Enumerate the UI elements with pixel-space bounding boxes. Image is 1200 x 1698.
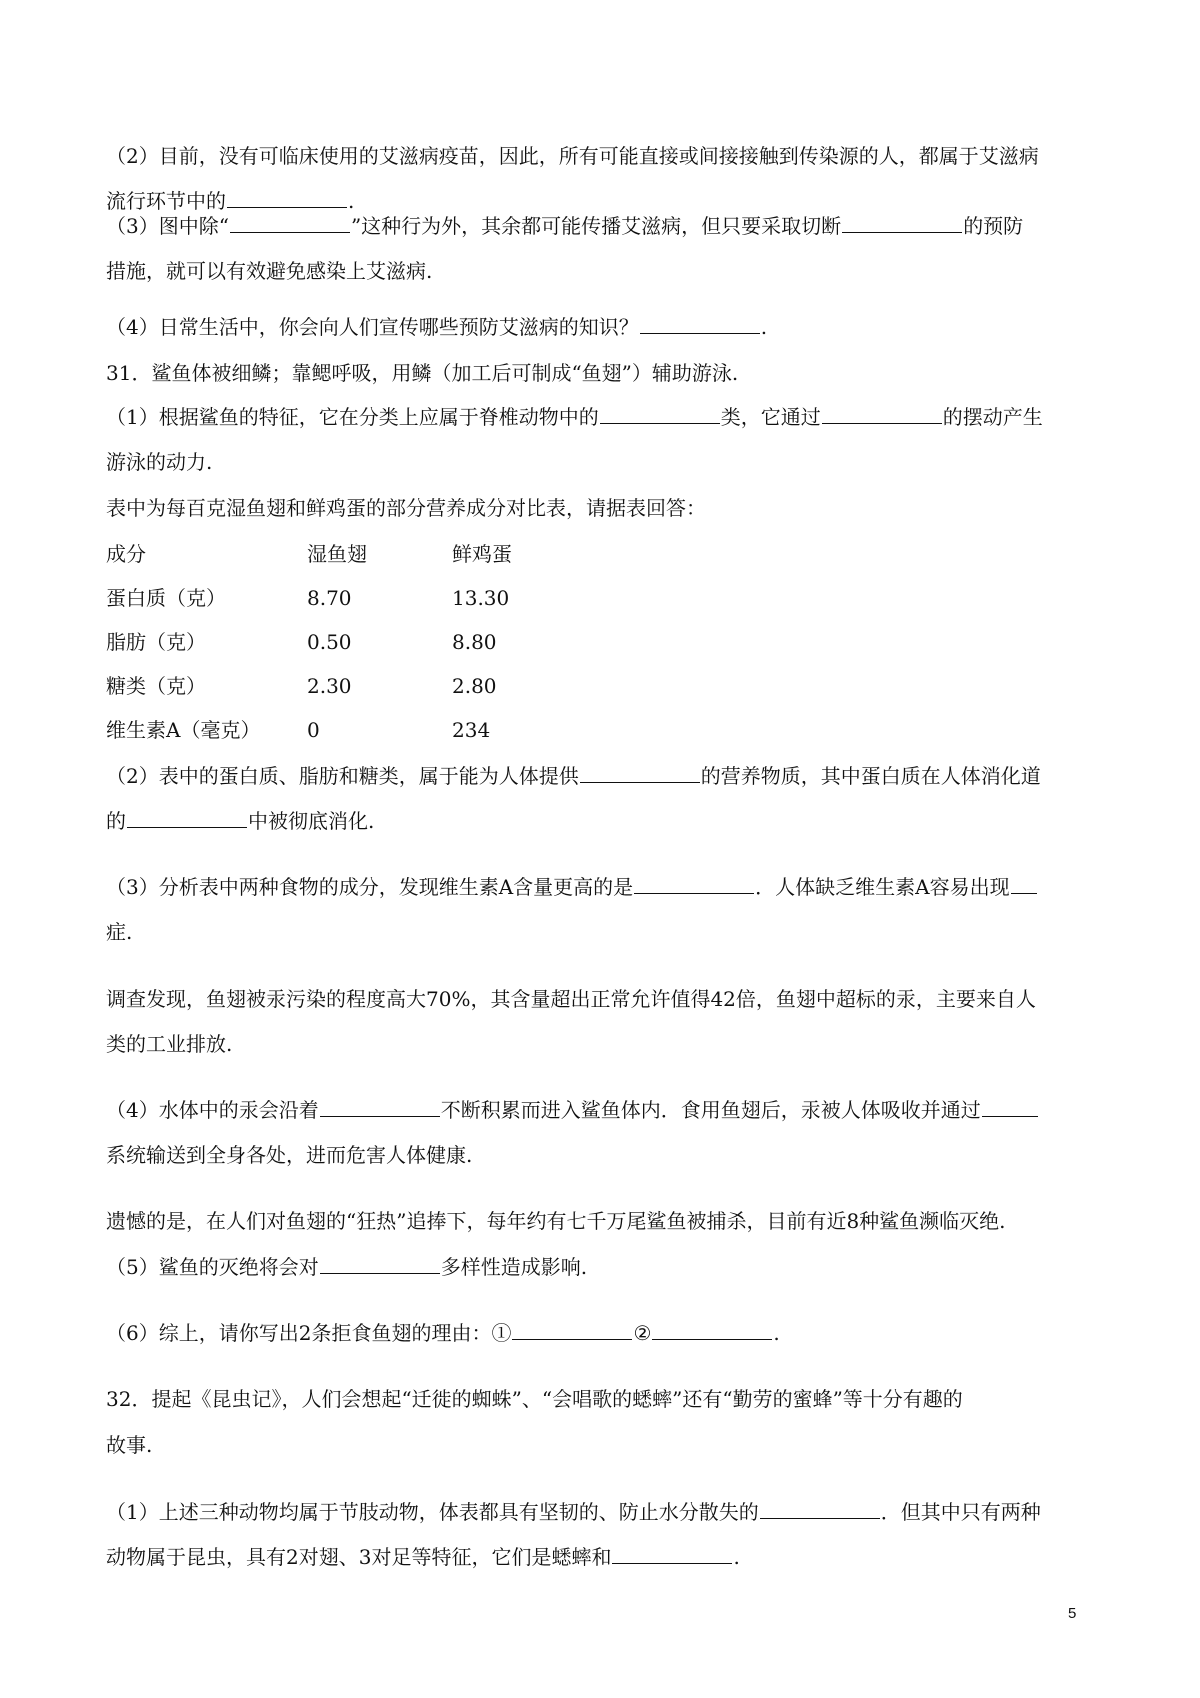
answer-blank[interactable] — [230, 212, 350, 233]
text-line-p30-3b — [106, 257, 1094, 285]
answer-blank[interactable] — [320, 1096, 440, 1117]
text-segment: 流行环节中的 — [106, 189, 226, 213]
text-segment: ② — [633, 1321, 652, 1345]
text-segment: 调查发现，鱼翅被汞污染的程度高大70%，其含量超出正常允许值得42倍，鱼翅中超标的汞，主要来自人 — [106, 987, 1036, 1011]
text-segment: （6）综上，请你写出2条拒食鱼翅的理由：① — [106, 1321, 512, 1345]
text-segment: ”这种行为外，其余都可能传播艾滋病，但只要采取切断 — [350, 214, 842, 238]
text-segment: . — [348, 189, 355, 213]
text-line-q32a — [106, 1385, 1094, 1413]
table-cell: 脂肪（克） — [106, 630, 206, 654]
answer-blank[interactable] — [842, 212, 962, 233]
text-line-p31-2a — [106, 762, 1094, 790]
text-line-p31-6 — [106, 1319, 1094, 1347]
text-line-p31-regret — [106, 1207, 1094, 1235]
page-number: 5 — [1068, 1605, 1077, 1622]
table-cell: 0 — [307, 718, 320, 742]
text-segment: 遗憾的是，在人们对鱼翅的“狂热”追捧下，每年约有七千万尾鲨鱼被捕杀，目前有近8种鲨鱼濒临灭绝. — [106, 1209, 1006, 1233]
text-segment: ．但其中只有两种 — [880, 1500, 1041, 1524]
answer-blank[interactable] — [822, 403, 942, 424]
text-segment: . — [773, 1321, 780, 1345]
text-line-p31-3a — [106, 873, 1094, 901]
text-segment: ．人体缺乏维生素A容易出现 — [755, 875, 1010, 899]
table-header-component: 成分 — [106, 542, 146, 566]
text-line-p31-table-intro — [106, 494, 1094, 522]
text-segment: 不断积累而进入鲨鱼体内．食用鱼翅后，汞被人体吸收并通过 — [440, 1098, 981, 1122]
text-segment: 类的工业排放. — [106, 1032, 233, 1056]
answer-blank[interactable] — [320, 1253, 440, 1274]
text-line-p32-1a — [106, 1498, 1094, 1526]
answer-blank[interactable] — [652, 1319, 772, 1340]
text-line-p31-4a — [106, 1096, 1094, 1124]
text-line-q31 — [106, 359, 1094, 387]
text-segment: （5）鲨鱼的灭绝将会对 — [106, 1255, 319, 1279]
answer-blank[interactable] — [227, 187, 347, 208]
text-segment: 表中为每百克湿鱼翅和鲜鸡蛋的部分营养成分对比表，请据表回答： — [106, 496, 706, 520]
answer-blank[interactable] — [580, 762, 700, 783]
text-segment: （2）目前，没有可临床使用的艾滋病疫苗，因此，所有可能直接或间接接触到传染源的人，都属于艾滋病 — [106, 144, 1039, 168]
table-cell: 维生素A（毫克） — [106, 718, 261, 742]
answer-blank[interactable] — [640, 313, 760, 334]
text-segment: （1）上述三种动物均属于节肢动物，体表都具有坚韧的、防止水分散失的 — [106, 1500, 759, 1524]
answer-blank[interactable] — [512, 1319, 632, 1340]
text-line-p30-4 — [106, 313, 1094, 341]
text-line-p30-2a — [106, 142, 1094, 170]
table-cell: 2.30 — [307, 674, 352, 698]
text-segment: . — [760, 315, 768, 339]
text-segment: 类，它通过 — [720, 405, 821, 429]
text-segment: . — [733, 1545, 740, 1569]
text-segment: （4）日常生活中，你会向人们宣传哪些预防艾滋病的知识？ — [106, 315, 639, 339]
text-segment: 的预防 — [963, 214, 1024, 238]
text-line-p31-1b — [106, 448, 1094, 476]
text-segment: （3）分析表中两种食物的成分，发现维生素A含量更高的是 — [106, 875, 634, 899]
table-cell: 0.50 — [307, 630, 352, 654]
table-cell: 13.30 — [452, 586, 510, 610]
table-cell: 8.70 — [307, 586, 352, 610]
text-segment: 动物属于昆虫，具有2对翅、3对足等特征，它们是蟋蟀和 — [106, 1545, 612, 1569]
answer-blank[interactable] — [600, 403, 720, 424]
text-segment: 游泳的动力. — [106, 450, 213, 474]
text-segment: 措施，就可以有效避免感染上艾滋病. — [106, 259, 433, 283]
table-cell: 234 — [452, 718, 491, 742]
answer-blank[interactable] — [760, 1498, 880, 1519]
text-line-p31-5 — [106, 1253, 1094, 1281]
text-line-p31-survey-b — [106, 1030, 1094, 1058]
text-line-q32b — [106, 1431, 1094, 1459]
table-cell: 糖类（克） — [106, 674, 206, 698]
answer-blank[interactable] — [1011, 873, 1037, 894]
text-segment: 的摆动产生 — [942, 405, 1043, 429]
text-segment: 故事. — [106, 1433, 153, 1457]
text-line-p30-3a — [106, 212, 1094, 240]
text-line-p31-survey-a — [106, 985, 1094, 1013]
answer-blank[interactable] — [127, 807, 247, 828]
text-line-p32-1b — [106, 1543, 1094, 1571]
text-segment: （1）根据鲨鱼的特征，它在分类上应属于脊椎动物中的 — [106, 405, 599, 429]
text-segment: （4）水体中的汞会沿着 — [106, 1098, 319, 1122]
text-segment: 31．鲨鱼体被细鳞；靠鳃呼吸，用鳞（加工后可制成“鱼翅”）辅助游泳. — [106, 361, 739, 385]
text-segment: 多样性造成影响. — [440, 1255, 588, 1279]
text-segment: （2）表中的蛋白质、脂肪和糖类，属于能为人体提供 — [106, 764, 579, 788]
text-line-p31-3b — [106, 918, 1094, 946]
table-header-egg: 鲜鸡蛋 — [452, 542, 512, 566]
text-segment: 症. — [106, 920, 133, 944]
text-line-p31-2b — [106, 807, 1094, 835]
text-line-p31-1a — [106, 403, 1094, 431]
text-line-p31-4b — [106, 1141, 1094, 1169]
text-segment: 中被彻底消化. — [248, 809, 375, 833]
text-segment: 32．提起《昆虫记》，人们会想起“迁徙的蜘蛛”、“会唱歌的蟋蟀”还有“勤劳的蜜蜂”等十分有趣的 — [106, 1387, 963, 1411]
table-cell: 8.80 — [452, 630, 497, 654]
text-segment: 的 — [106, 809, 126, 833]
table-header-shark-fin: 湿鱼翅 — [307, 542, 367, 566]
answer-blank[interactable] — [612, 1543, 732, 1564]
table-cell: 蛋白质（克） — [106, 586, 226, 610]
answer-blank[interactable] — [982, 1096, 1038, 1117]
text-segment: 的营养物质，其中蛋白质在人体消化道 — [700, 764, 1041, 788]
answer-blank[interactable] — [634, 873, 754, 894]
table-cell: 2.80 — [452, 674, 497, 698]
text-segment: 系统输送到全身各处，进而危害人体健康. — [106, 1143, 473, 1167]
text-line-p30-2b — [106, 187, 1094, 215]
text-segment: （3）图中除“ — [106, 214, 229, 238]
